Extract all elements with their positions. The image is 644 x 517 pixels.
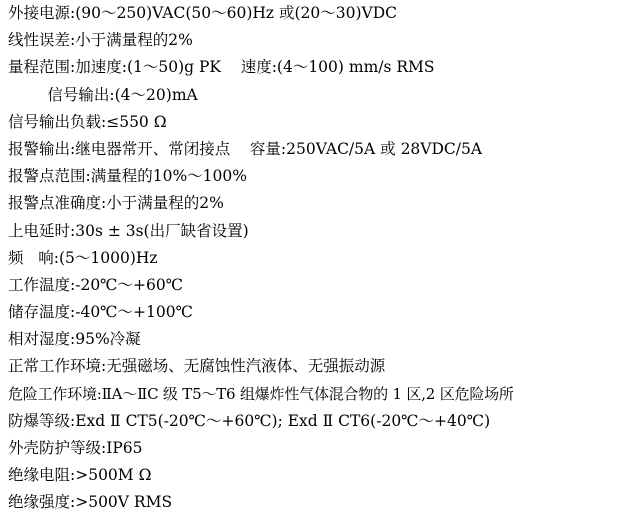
spec-explosion-proof: 防爆等级:Exd Ⅱ CT5(-20℃～+60℃); Exd Ⅱ CT6(-20℃～+40℃) [8,411,491,430]
spec-insulation-resistance: 绝缘电阻:>500M Ω [8,466,152,485]
spec-alarm-output: 报警输出:继电器常开、常闭接点 容量:250VAC/5A 或 28VDC/5A [8,139,483,158]
spec-operating-temp: 工作温度:-20℃～+60℃ [8,275,184,294]
spec-range: 量程范围:加速度:(1～50)g PK 速度:(4～100) mm/s RMS [8,58,435,77]
spec-linearity-error: 线性误差:小于满量程的2% [8,31,193,50]
spec-power-on-delay: 上电延时:30s ± 3s(出厂缺省设置) [8,221,249,240]
spec-enclosure-protection: 外壳防护等级:IP65 [8,439,143,457]
spec-frequency-response: 频 响:(5～1000)Hz [8,248,158,267]
spec-power-supply: 外接电源:(90～250)VAC(50～60)Hz 或(20～30)VDC [8,4,397,22]
spec-output-load: 信号输出负载:≤550 Ω [8,112,167,131]
spec-storage-temp: 储存温度:-40℃～+100℃ [8,303,193,322]
spec-normal-environment: 正常工作环境:无强磁场、无腐蚀性汽液体、无强振动源 [8,357,386,376]
spec-signal-output: 信号输出:(4～20)mA [8,85,198,104]
spec-alarm-range: 报警点范围:满量程的10%～100% [8,167,247,186]
spec-hazardous-environment: 危险工作环境:ⅡA～ⅡC 级 T5～T6 组爆炸性气体混合物的 1 区,2 区危险场所 [8,384,514,403]
spec-humidity: 相对湿度:95%冷凝 [8,330,141,349]
spec-list [8,0,644,517]
spec-insulation-strength: 绝缘强度:>500V RMS [8,493,173,512]
spec-alarm-accuracy: 报警点准确度:小于满量程的2% [8,194,224,213]
